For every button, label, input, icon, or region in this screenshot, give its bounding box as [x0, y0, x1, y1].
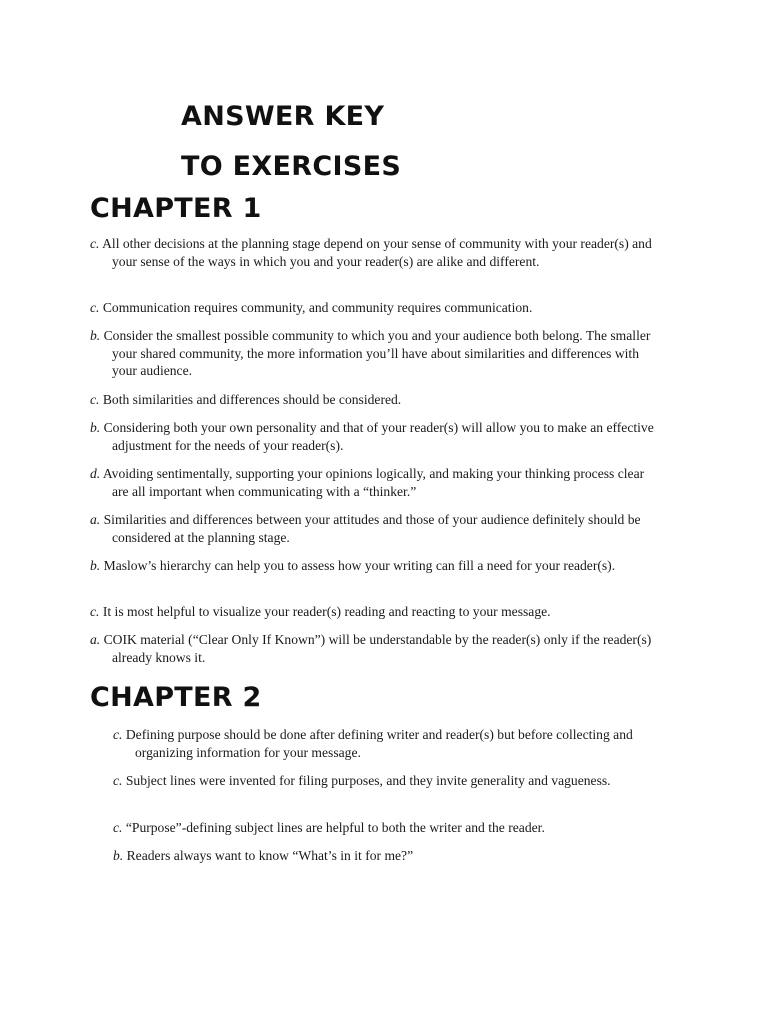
page-title — [181, 92, 401, 192]
answer-text: Defining purpose should be done after defining writer and reader(s) but before collecting and organizing information for your message. — [125, 727, 633, 760]
title-line-1: ANSWER KEY — [181, 101, 385, 132]
answer-item — [90, 235, 660, 270]
answer-letter: c. — [90, 392, 100, 407]
answer-letter: a. — [90, 512, 101, 527]
answer-text: Readers always want to know “What’s in it for me?” — [126, 848, 414, 863]
chapter-2-heading: CHAPTER 2 — [90, 682, 262, 713]
answer-text: Considering both your own personality and that of your reader(s) will allow you to make an effective adjustment for the needs of your reader(s). — [103, 420, 654, 453]
answer-item — [90, 327, 660, 380]
answer-item — [113, 847, 635, 865]
answer-item — [113, 726, 635, 761]
answer-letter: c. — [113, 820, 123, 835]
answer-text: All other decisions at the planning stage depend on your sense of community with your reader(s) and your sense of the ways in which you and your reader(s) are alike and different. — [102, 236, 652, 269]
answer-text: Consider the smallest possible community to which you and your audience both belong. The smaller your shared community, the more information you’ll have about similarities and differences with your audience. — [103, 328, 651, 379]
answer-letter: b. — [90, 328, 101, 343]
answer-letter: b. — [90, 420, 101, 435]
answer-item — [90, 511, 660, 546]
chapter-1-heading: CHAPTER 1 — [90, 193, 262, 224]
title-line-2: TO EXERCISES — [181, 151, 402, 182]
answer-text: COIK material (“Clear Only If Known”) will be understandable by the reader(s) only if the reader(s) already knows it. — [103, 632, 652, 665]
answer-text: Maslow’s hierarchy can help you to assess how your writing can fill a need for your reader(s). — [103, 558, 616, 573]
answer-text: Similarities and differences between your attitudes and those of your audience definitely should be considered at the planning stage. — [103, 512, 641, 545]
answer-item — [90, 419, 660, 454]
answer-letter: c. — [113, 773, 123, 788]
answer-item — [113, 819, 635, 837]
answer-letter: b. — [113, 848, 124, 863]
answer-letter: a. — [90, 632, 101, 647]
answer-letter: c. — [90, 604, 100, 619]
answer-item — [90, 465, 660, 500]
answer-letter: d. — [90, 466, 101, 481]
answer-text: Subject lines were invented for filing purposes, and they invite generality and vagueness. — [125, 773, 611, 788]
answer-text: Avoiding sentimentally, supporting your opinions logically, and making your thinking process clear are all important when communicating with a “thinker.” — [102, 466, 645, 499]
answer-letter: b. — [90, 558, 101, 573]
answer-item — [113, 772, 635, 790]
answer-text: “Purpose”-defining subject lines are helpful to both the writer and the reader. — [125, 820, 545, 835]
answer-item — [90, 299, 660, 317]
answer-text: Both similarities and differences should be considered. — [102, 392, 402, 407]
answer-letter: c. — [113, 727, 123, 742]
answer-item — [90, 631, 660, 666]
answer-item — [90, 557, 660, 575]
answer-item — [90, 391, 660, 409]
answer-text: Communication requires community, and community requires communication. — [102, 300, 533, 315]
answer-item — [90, 603, 660, 621]
answer-letter: c. — [90, 300, 100, 315]
answer-text: It is most helpful to visualize your reader(s) reading and reacting to your message. — [102, 604, 551, 619]
answer-letter: c. — [90, 236, 100, 251]
